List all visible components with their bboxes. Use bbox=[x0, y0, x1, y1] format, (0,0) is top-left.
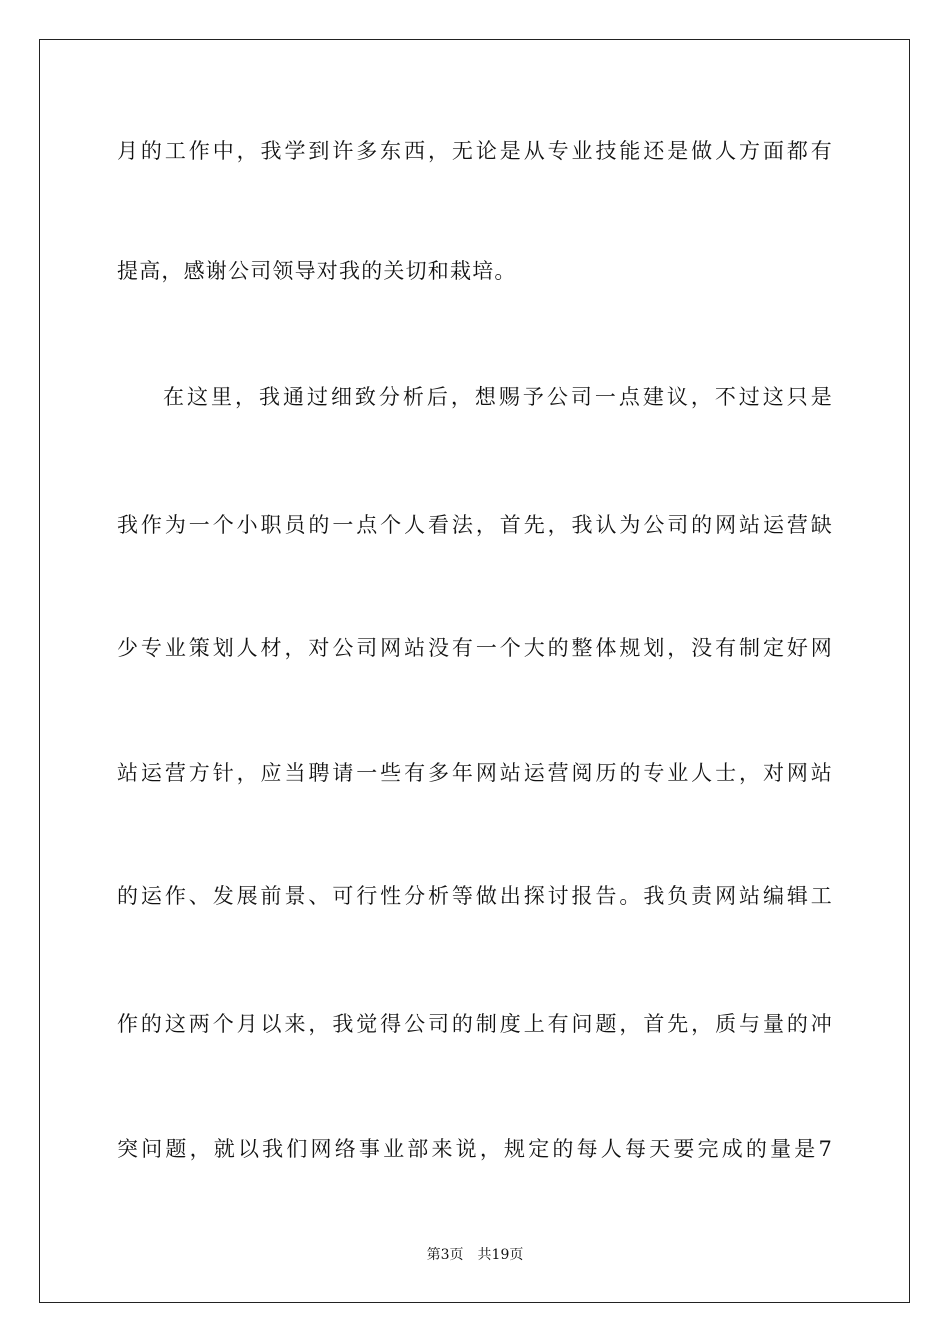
text-line: 的运作、发展前景、可行性分析等做出探讨报告。我负责网站编辑工 bbox=[117, 884, 833, 908]
text-line: 作的这两个月以来，我觉得公司的制度上有问题，首先，质与量的冲 bbox=[117, 1012, 833, 1036]
page-footer bbox=[0, 1246, 950, 1264]
text-line: 月的工作中，我学到许多东西，无论是从专业技能还是做人方面都有 bbox=[117, 139, 833, 163]
text-line: 站运营方针，应当聘请一些有多年网站运营阅历的专业人士，对网站 bbox=[117, 761, 833, 785]
page-number: 第3页 bbox=[426, 1247, 464, 1263]
text-line: 我作为一个小职员的一点个人看法，首先，我认为公司的网站运营缺 bbox=[117, 513, 833, 537]
page-border bbox=[39, 39, 910, 1303]
total-pages: 共19页 bbox=[477, 1247, 524, 1263]
text-line: 提高，感谢公司领导对我的关切和栽培。 bbox=[117, 259, 517, 283]
text-line: 少专业策划人材，对公司网站没有一个大的整体规划，没有制定好网 bbox=[117, 636, 833, 660]
text-line: 突问题，就以我们网络事业部来说，规定的每人每天要完成的量是7 bbox=[117, 1137, 833, 1161]
paragraph-first-line: 在这里，我通过细致分析后，想赐予公司一点建议，不过这只是 bbox=[163, 385, 833, 409]
